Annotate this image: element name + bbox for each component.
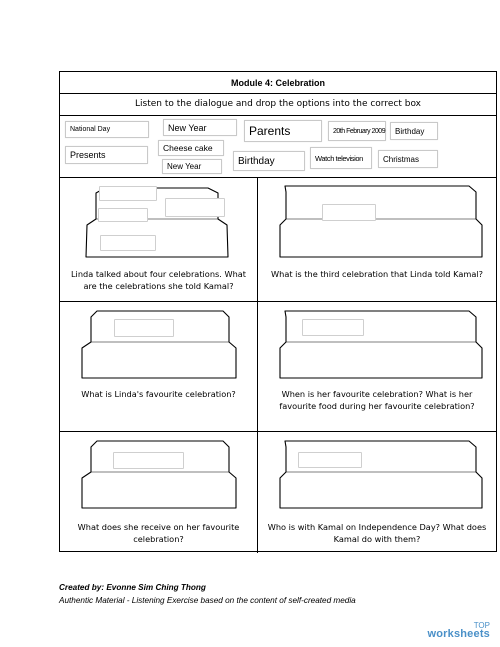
option-christmas[interactable]: Christmas [378, 150, 438, 168]
drop-box[interactable] [100, 235, 156, 251]
option-parents[interactable]: Parents [244, 120, 322, 142]
option-presents[interactable]: Presents [65, 146, 148, 164]
logo-line-bottom: worksheets [427, 628, 490, 640]
basket-icon [258, 432, 496, 517]
option-watch-television[interactable]: Watch television [310, 147, 372, 169]
answer-grid [60, 177, 496, 553]
option-birthday-2[interactable]: Birthday [233, 151, 305, 171]
drop-box[interactable] [302, 319, 364, 336]
logo-line-top: TOP [473, 621, 490, 630]
drop-box[interactable] [99, 186, 157, 201]
option-cheese-cake[interactable]: Cheese cake [158, 140, 224, 156]
drop-box[interactable] [322, 204, 376, 221]
question-text: When is her favourite celebration? What is her favourite food during her favourite celebration? [279, 389, 475, 411]
question-text: What is the third celebration that Linda told Kamal? [271, 269, 483, 279]
author-credit: Created by: Evonne Sim Ching Thong [59, 583, 206, 592]
option-national-day[interactable]: National Day [65, 121, 149, 138]
basket-icon [258, 177, 496, 267]
option-new-year-2[interactable]: New Year [162, 159, 222, 174]
worksheet [59, 71, 497, 552]
answer-cell-2 [258, 177, 496, 302]
answer-cell-4 [258, 302, 496, 432]
basket-icon [258, 302, 496, 387]
question-text: What does she receive on her favourite celebration? [77, 522, 240, 544]
answer-cell-6 [258, 432, 496, 553]
basket-icon [60, 432, 258, 517]
drop-box[interactable] [98, 208, 148, 222]
question-text: What is Linda's favourite celebration? [81, 389, 236, 399]
option-20th-february-2009[interactable]: 20th February 2009 [328, 121, 386, 141]
question-text: Who is with Kamal on Independence Day? What does Kamal do with them? [267, 522, 487, 544]
question-text: Linda talked about four celebrations. What are the celebrations she told Kamal? [70, 269, 246, 291]
instruction-text: Listen to the dialogue and drop the options into the correct box [60, 93, 496, 116]
drop-box[interactable] [114, 319, 174, 337]
drop-box[interactable] [165, 198, 225, 217]
basket-icon [60, 302, 258, 387]
drop-box[interactable] [113, 452, 184, 469]
topworksheets-logo[interactable] [427, 622, 490, 638]
material-note: Authentic Material - Listening Exercise based on the content of self-created media [59, 596, 356, 605]
option-new-year-1[interactable]: New Year [163, 119, 237, 136]
answer-cell-3 [60, 302, 258, 432]
option-birthday-1[interactable]: Birthday [390, 122, 438, 140]
basket-icon [60, 177, 258, 267]
drop-box[interactable] [298, 452, 362, 468]
answer-cell-1 [60, 177, 258, 302]
answer-cell-5 [60, 432, 258, 553]
options-bank [60, 115, 496, 178]
module-title: Module 4: Celebration [60, 72, 496, 94]
